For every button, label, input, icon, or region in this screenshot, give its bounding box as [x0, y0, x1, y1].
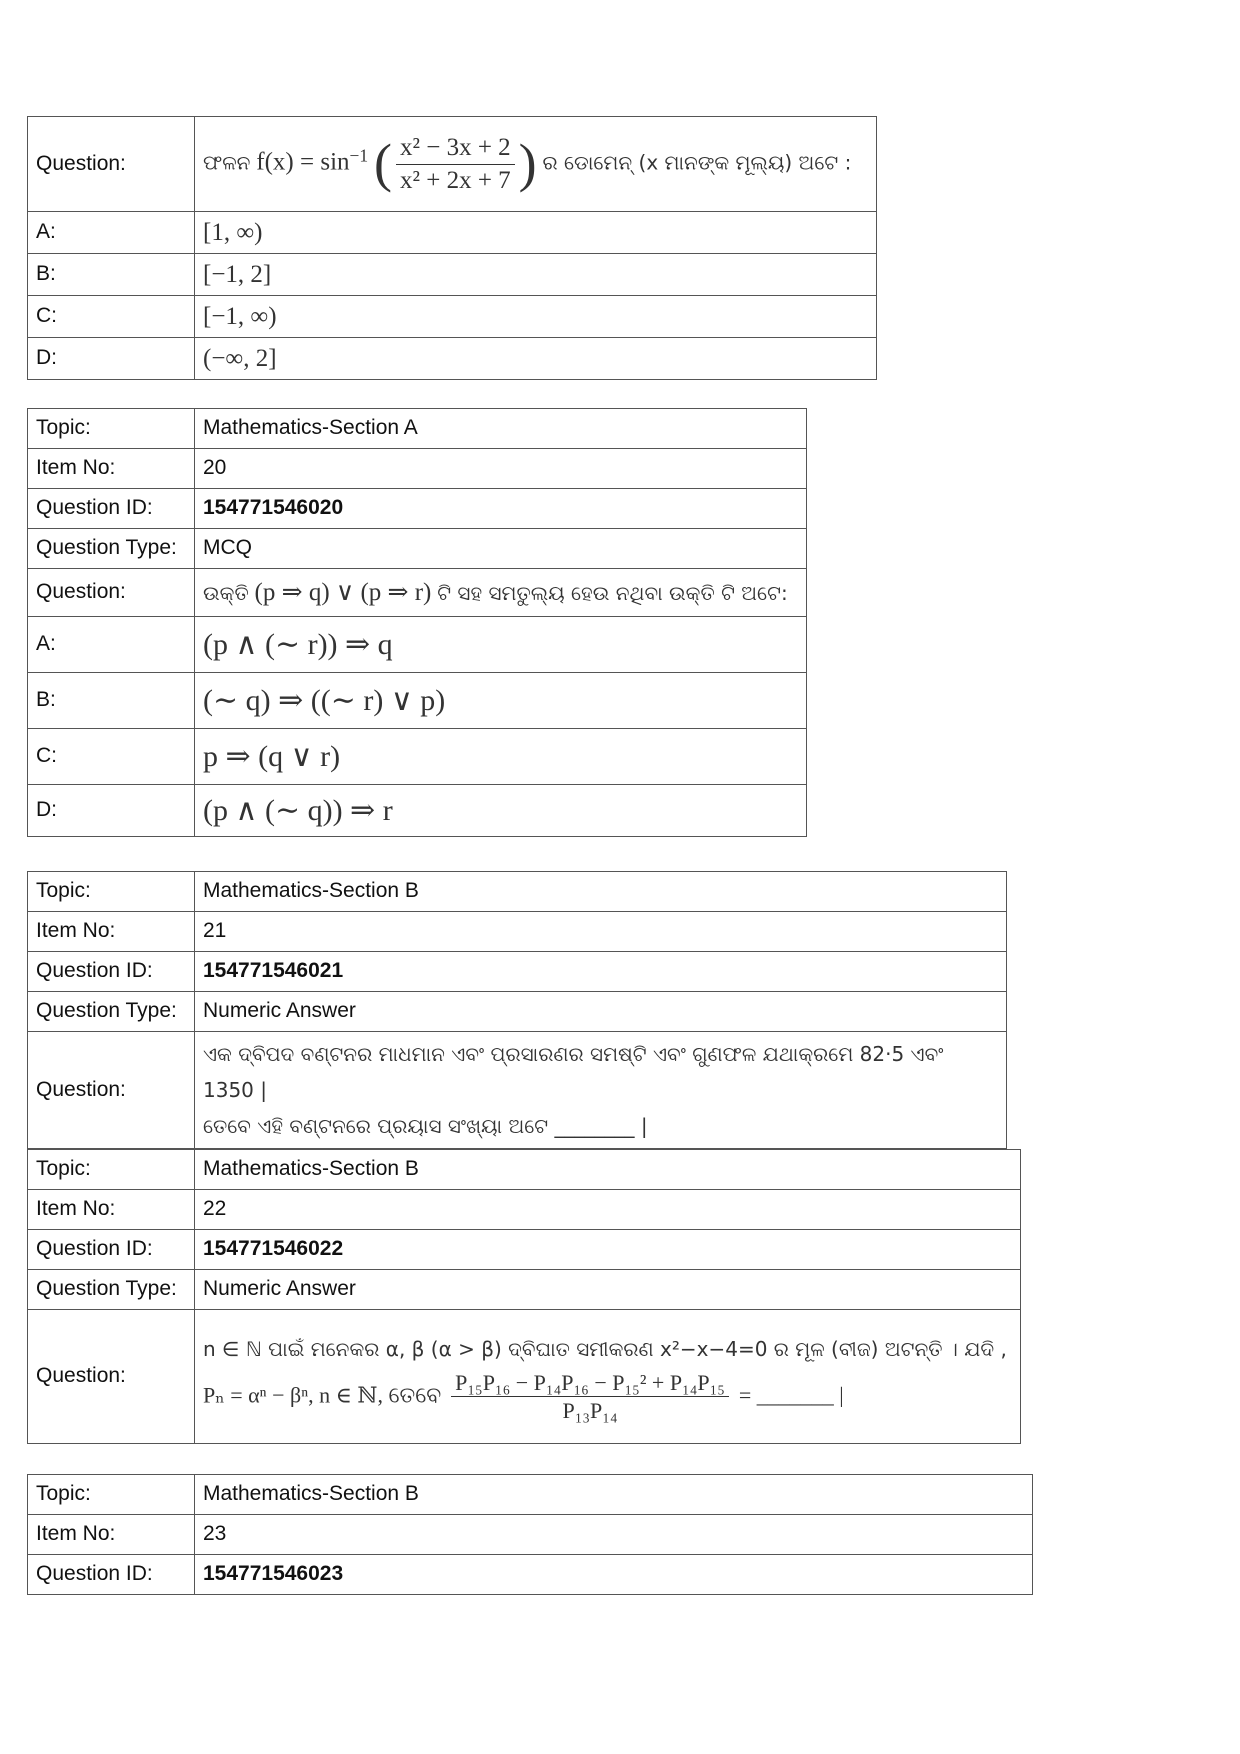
- option-c-row: [28, 729, 807, 785]
- question-label: Question:: [28, 1032, 195, 1149]
- question-table-21: [27, 871, 1007, 1149]
- option-c-text: p ⇒ (q ∨ r): [195, 729, 807, 785]
- question-row: [28, 1310, 1021, 1444]
- question-math: (p ⇒ q) ∨ (p ⇒ r): [254, 578, 432, 606]
- question-id-label: Question ID:: [28, 489, 195, 529]
- option-b-label: B:: [28, 254, 195, 296]
- topic-value: Mathematics-Section B: [195, 1475, 1033, 1515]
- question-id-label: Question ID:: [28, 1230, 195, 1270]
- question-id-row: [28, 952, 1007, 992]
- question-table-22: [27, 1149, 1021, 1444]
- item-no-label: Item No:: [28, 1515, 195, 1555]
- question-line-1: ଏକ ଦ୍ବିପଦ ବଣ୍ଟନର ମାଧମାନ ଏବଂ ପ୍ରସାରଣର ସମଷ୍ଟି ଏବଂ ଗୁଣଫଳ ଯଥାକ୍ରମେ 82·5 ଏବଂ 1350 |: [203, 1042, 944, 1102]
- option-d-label: D:: [28, 338, 195, 380]
- question-id-value: 154771546022: [195, 1230, 1021, 1270]
- topic-label: Topic:: [28, 1150, 195, 1190]
- item-no-row: [28, 1515, 1033, 1555]
- question-suffix: ଟି ସହ ସମତୁଲ୍ୟ ହେଉ ନଥିବା ଉକ୍ତି ଟି ଅଟେ:: [437, 580, 788, 605]
- question-type-label: Question Type:: [28, 992, 195, 1032]
- option-b-row: [28, 254, 877, 296]
- domain-fraction: [396, 132, 515, 196]
- question-id-value: 154771546020: [195, 489, 807, 529]
- question-label: Question:: [28, 569, 195, 617]
- question-text: [195, 1310, 1021, 1444]
- option-a-label: A:: [28, 617, 195, 673]
- option-d-text: (−∞, 2]: [195, 338, 877, 380]
- question-table-20: [27, 408, 807, 837]
- topic-value: Mathematics-Section A: [195, 409, 807, 449]
- option-a-row: [28, 617, 807, 673]
- item-no-row: [28, 1190, 1021, 1230]
- topic-value: Mathematics-Section B: [195, 1150, 1021, 1190]
- question-line-1: n ∈ ℕ ପାଇଁ ମନେକର α, β (α > β) ଦ୍ବିଘାତ ସମୀକରଣ x²−x−4=0 ର ମୂଳ (ବୀଜ) ଅଟନ୍ତି । ଯଦି ,: [203, 1336, 1007, 1361]
- question-id-row: [28, 489, 807, 529]
- question-label: Question:: [28, 117, 195, 212]
- fraction-denominator: x² + 2x + 7: [399, 166, 511, 194]
- item-no-label: Item No:: [28, 1190, 195, 1230]
- item-no-value: 23: [195, 1515, 1033, 1555]
- question-id-row: [28, 1230, 1021, 1270]
- question-type-row: [28, 1270, 1021, 1310]
- option-c-label: C:: [28, 296, 195, 338]
- option-a-label: A:: [28, 212, 195, 254]
- topic-row: [28, 872, 1007, 912]
- item-no-value: 22: [195, 1190, 1021, 1230]
- question-type-value: Numeric Answer: [195, 1270, 1021, 1310]
- option-d-text: (p ∧ (∼ q)) ⇒ r: [195, 785, 807, 837]
- question-suffix: ର ଡୋମେନ୍ (x ମାନଙ୍କ ମୂଲ୍ୟ) ଅଟେ :: [542, 150, 852, 175]
- question-id-value: 154771546021: [195, 952, 1007, 992]
- question-type-value: MCQ: [195, 529, 807, 569]
- question-row: [28, 1032, 1007, 1149]
- question-type-row: [28, 529, 807, 569]
- question-prefix: ଉକ୍ତି: [203, 580, 249, 605]
- question-type-label: Question Type:: [28, 1270, 195, 1310]
- item-no-label: Item No:: [28, 912, 195, 952]
- question-text: [195, 569, 807, 617]
- fraction-denominator: P₁₃P₁₄: [562, 1398, 618, 1423]
- option-d-row: [28, 338, 877, 380]
- question-function: f(x) = sin: [256, 148, 350, 176]
- option-c-text: [−1, ∞): [195, 296, 877, 338]
- option-b-text: [−1, 2]: [195, 254, 877, 296]
- topic-row: [28, 409, 807, 449]
- fraction-numerator: x² − 3x + 2: [396, 132, 515, 164]
- question-row: [28, 117, 877, 212]
- option-a-text: [1, ∞): [195, 212, 877, 254]
- topic-row: [28, 1475, 1033, 1515]
- question-line-2: ତେବେ ଏହି ବଣ୍ଟନରେ ପ୍ରୟାସ ସଂଖ୍ୟା ଅଟେ ________ |: [203, 1114, 648, 1138]
- topic-label: Topic:: [28, 409, 195, 449]
- topic-value: Mathematics-Section B: [195, 872, 1007, 912]
- option-c-label: C:: [28, 729, 195, 785]
- question-id-label: Question ID:: [28, 952, 195, 992]
- question-text: [195, 1032, 1007, 1149]
- option-a-row: [28, 212, 877, 254]
- answer-blank: = _______ |: [738, 1382, 844, 1408]
- question-line-2: [203, 1369, 1012, 1425]
- item-no-value: 20: [195, 449, 807, 489]
- left-paren: (: [373, 133, 392, 194]
- question-table-19: [27, 116, 877, 380]
- question-table-23: [27, 1474, 1033, 1595]
- fraction-numerator: P₁₅P₁₆ − P₁₄P₁₆ − P₁₅² + P₁₄P₁₅: [451, 1369, 729, 1398]
- option-d-row: [28, 785, 807, 837]
- item-no-row: [28, 449, 807, 489]
- question-id-row: [28, 1555, 1033, 1595]
- topic-label: Topic:: [28, 872, 195, 912]
- question-text: [195, 117, 877, 212]
- topic-row: [28, 1150, 1021, 1190]
- option-b-row: [28, 673, 807, 729]
- question-label: Question:: [28, 1310, 195, 1444]
- option-b-text: (∼ q) ⇒ ((∼ r) ∨ p): [195, 673, 807, 729]
- question-id-value: 154771546023: [195, 1555, 1033, 1595]
- right-paren: ): [518, 133, 537, 194]
- question-row: [28, 569, 807, 617]
- option-d-label: D:: [28, 785, 195, 837]
- question-type-label: Question Type:: [28, 529, 195, 569]
- inverse-superscript: −1: [349, 145, 369, 166]
- question-type-value: Numeric Answer: [195, 992, 1007, 1032]
- question-type-row: [28, 992, 1007, 1032]
- topic-label: Topic:: [28, 1475, 195, 1515]
- pn-fraction: [451, 1369, 729, 1425]
- question-id-label: Question ID:: [28, 1555, 195, 1595]
- option-b-label: B:: [28, 673, 195, 729]
- item-no-label: Item No:: [28, 449, 195, 489]
- pn-definition: Pₙ = αⁿ − βⁿ, n ∈ ℕ, ତେବେ: [203, 1382, 442, 1408]
- question-prefix: ଫଳନ: [203, 150, 251, 175]
- item-no-value: 21: [195, 912, 1007, 952]
- item-no-row: [28, 912, 1007, 952]
- option-a-text: (p ∧ (∼ r)) ⇒ q: [195, 617, 807, 673]
- option-c-row: [28, 296, 877, 338]
